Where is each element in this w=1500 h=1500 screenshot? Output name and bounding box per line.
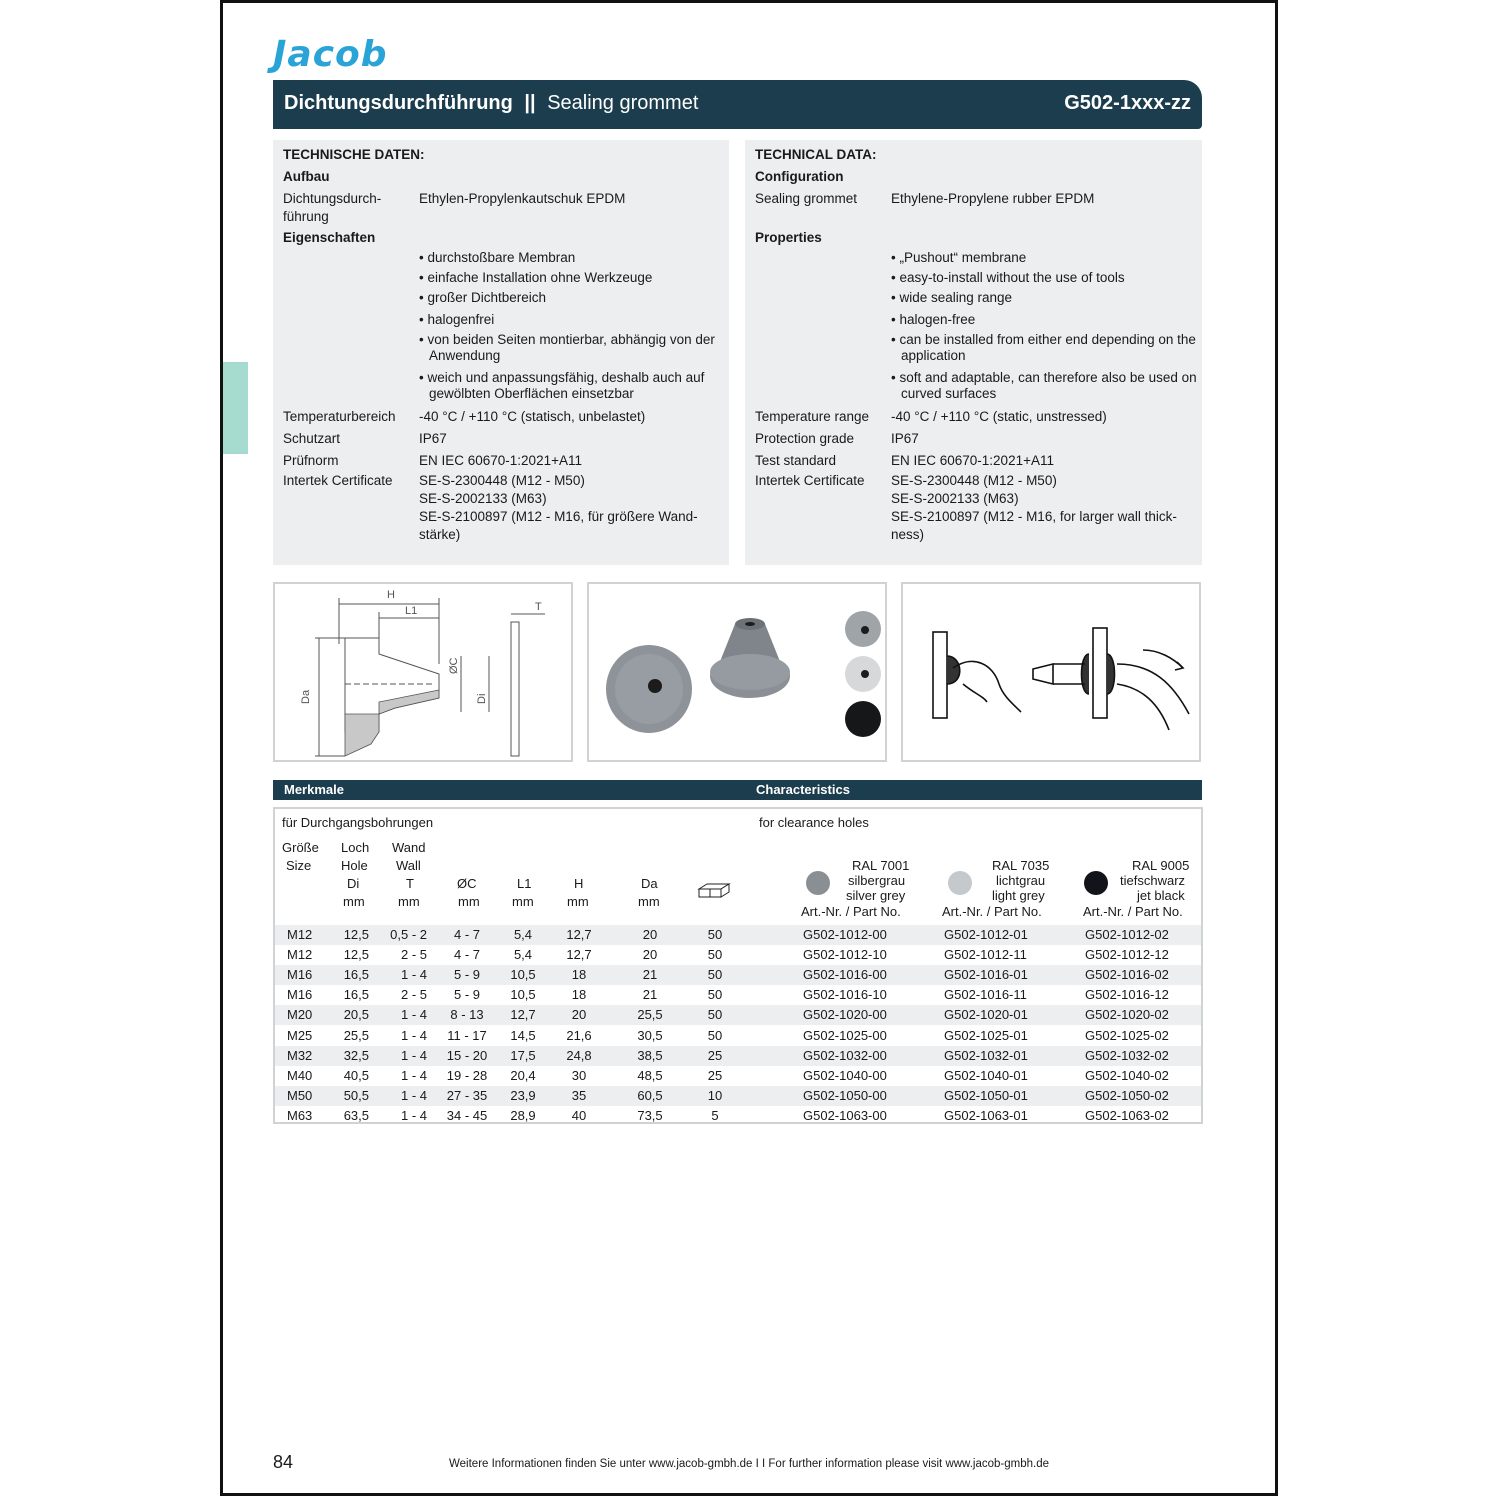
col-c: mm <box>458 894 480 909</box>
dimension-drawing <box>273 582 573 762</box>
table-cell: G502-1050-02 <box>1085 1087 1169 1103</box>
table-cell: 2 - 5 <box>400 947 427 963</box>
table-cell: 1 - 4 <box>400 967 427 983</box>
table-cell: 30 <box>571 1067 587 1083</box>
cert-line: SE-S-2100897 (M12 - M16, for larger wall thick- <box>891 509 1177 524</box>
table-cell: G502-1012-10 <box>803 947 887 963</box>
material-value: Ethylen-Propylenkautschuk EPDM <box>419 191 626 206</box>
table-row <box>275 1106 1201 1126</box>
table-row <box>275 945 1201 965</box>
col-h: mm <box>567 894 589 909</box>
cert-line: ness) <box>891 527 925 542</box>
col-wall: T <box>406 876 414 891</box>
title-de: Dichtungsdurchführung <box>284 92 513 114</box>
cert-line: SE-S-2002133 (M63) <box>891 491 1019 506</box>
config-heading: Aufbau <box>283 169 330 184</box>
property-bullet: • halogen-free <box>891 312 976 327</box>
label-t: T <box>535 601 542 613</box>
table-cell: 12,7 <box>566 947 592 963</box>
table-cell: 18 <box>571 987 587 1003</box>
col-wall: mm <box>398 894 420 909</box>
brand-logo: Jacob <box>273 34 388 75</box>
table-cell: 8 - 13 <box>450 1007 484 1023</box>
table-cell: 5 - 9 <box>453 987 480 1003</box>
table-cell: 35 <box>571 1087 587 1103</box>
table-cell: G502-1040-00 <box>803 1067 887 1083</box>
col-l1: mm <box>512 894 534 909</box>
cert-line: SE-S-2300448 (M12 - M50) <box>891 473 1057 488</box>
col-wall: Wall <box>396 858 421 873</box>
table-cell: 25 <box>707 1047 723 1063</box>
table-cell: 1 - 4 <box>400 1007 427 1023</box>
page-number: 84 <box>273 1452 294 1472</box>
table-cell: 21,6 <box>566 1027 592 1043</box>
table-cell: 40,5 <box>343 1067 369 1083</box>
product-photo-svg <box>589 584 885 760</box>
table-row <box>275 1066 1201 1086</box>
table-cell: 20 <box>642 927 658 942</box>
cert-line: stärke) <box>419 527 461 542</box>
characteristics-table <box>273 807 1203 1124</box>
section-de: Merkmale <box>284 782 344 797</box>
table-cell: 40 <box>571 1107 587 1123</box>
temp-value: -40 °C / +110 °C (statisch, unbelastet) <box>419 409 646 424</box>
table-cell: 50 <box>707 927 723 942</box>
table-cell: 25,5 <box>343 1027 369 1043</box>
properties-heading: Properties <box>755 230 822 245</box>
col-hole: Loch <box>341 840 370 855</box>
table-cell: 24,8 <box>566 1047 592 1063</box>
col-l1: L1 <box>517 876 532 891</box>
table-cell: G502-1025-02 <box>1085 1027 1169 1043</box>
silver-grey-swatch <box>806 871 830 895</box>
test-label: Prüfnorm <box>283 453 339 468</box>
label-c: ØC <box>448 657 460 674</box>
table-cell: G502-1012-11 <box>944 947 1027 963</box>
table-cell: 5 <box>711 1107 719 1123</box>
title-en: Sealing grommet <box>547 92 699 114</box>
table-cell: 20,4 <box>510 1067 536 1083</box>
table-cell: 18 <box>571 967 587 983</box>
table-row <box>275 1026 1201 1046</box>
material-label: Sealing grommet <box>755 191 858 206</box>
table-row <box>275 925 1201 945</box>
table-cell: G502-1063-01 <box>944 1107 1028 1123</box>
property-bullet: • großer Dichtbereich <box>419 290 547 305</box>
label-l1: L1 <box>405 605 418 617</box>
col-size: Größe <box>282 840 319 855</box>
table-cell: 12,5 <box>343 927 369 942</box>
table-cell: G502-1025-01 <box>944 1027 1028 1043</box>
table-row <box>275 1005 1201 1025</box>
color-ral: RAL 7001 <box>852 858 910 873</box>
color-en: silver grey <box>846 888 906 903</box>
light-grey-swatch <box>948 871 972 895</box>
table-cell: 4 - 7 <box>453 927 480 942</box>
col-hole: Hole <box>341 858 368 873</box>
installation-svg <box>903 584 1199 760</box>
table-cell: 4 - 7 <box>453 947 480 963</box>
table-cell: M32 <box>287 1047 313 1063</box>
property-bullet: • „Pushout“ membrane <box>891 250 1027 265</box>
table-cell: G502-1050-01 <box>944 1087 1028 1103</box>
material-label: Dichtungsdurch- führung <box>283 191 382 224</box>
table-cell: 60,5 <box>637 1087 663 1103</box>
cert-line: SE-S-2300448 (M12 - M50) <box>419 473 585 488</box>
table-cell: M40 <box>287 1067 313 1083</box>
table-cell: M16 <box>287 967 313 983</box>
table-cell: G502-1012-02 <box>1085 927 1169 942</box>
property-bullet: • wide sealing range <box>891 290 1013 305</box>
table-cell: G502-1025-00 <box>803 1027 887 1043</box>
color-de: silbergrau <box>848 873 906 888</box>
table-cell: M25 <box>287 1027 313 1043</box>
property-bullet: • von beiden Seiten montierbar, abhängig von der Anwendung <box>419 332 715 363</box>
col-h: H <box>574 876 584 891</box>
table-cell: 12,5 <box>343 947 369 963</box>
footer-note: Weitere Informationen finden Sie unter www.jacob-gmbh.de I I For further information please visit www.jacob-gmbh.de <box>449 1458 1049 1470</box>
table-cell: 50,5 <box>343 1087 369 1103</box>
table-cell: G502-1032-02 <box>1085 1047 1169 1063</box>
table-cell: 12,7 <box>566 927 592 942</box>
table-cell: 2 - 5 <box>400 987 427 1003</box>
test-value: EN IEC 60670-1:2021+A11 <box>419 453 582 468</box>
property-bullet: • halogenfrei <box>419 312 495 327</box>
table-cell: 30,5 <box>637 1027 663 1043</box>
table-cell: G502-1012-01 <box>944 927 1028 942</box>
tech-data-en <box>745 140 1202 565</box>
table-row <box>275 1086 1201 1106</box>
table-cell: G502-1032-00 <box>803 1047 887 1063</box>
properties-heading: Eigenschaften <box>283 230 376 245</box>
col-hole: mm <box>343 894 365 909</box>
table-cell: M16 <box>287 987 313 1003</box>
table-cell: 20 <box>571 1007 587 1023</box>
property-bullet: • durchstoßbare Membran <box>419 250 576 265</box>
table-cell: G502-1016-10 <box>803 987 887 1003</box>
table-cell: G502-1012-12 <box>1085 947 1169 963</box>
table-cell: G502-1016-01 <box>944 967 1028 983</box>
cert-line: SE-S-2002133 (M63) <box>419 491 547 506</box>
property-bullet: • easy-to-install without the use of tools <box>891 270 1125 285</box>
table-cell: 10,5 <box>510 987 536 1003</box>
config-heading: Configuration <box>755 169 844 184</box>
table-cell: 14,5 <box>510 1027 536 1043</box>
table-cell: 5,4 <box>513 927 533 942</box>
table-cell: G502-1016-02 <box>1085 967 1169 983</box>
cert-label: Intertek Certificate <box>755 473 865 488</box>
color-de: tiefschwarz <box>1120 873 1186 888</box>
table-cell: G502-1016-12 <box>1085 987 1169 1003</box>
tech-heading: TECHNISCHE DATEN: <box>283 147 425 162</box>
table-cell: 12,7 <box>510 1007 536 1023</box>
color-ral: RAL 7035 <box>992 858 1050 873</box>
table-cell: 5 - 9 <box>453 967 480 983</box>
color-en: light grey <box>992 888 1045 903</box>
part-number-title: G502-1xxx-zz <box>1064 92 1191 114</box>
table-cell: 0,5 - 2 <box>390 927 427 942</box>
table-cell: G502-1032-01 <box>944 1047 1028 1063</box>
table-cell: M12 <box>287 927 313 942</box>
protection-value: IP67 <box>419 431 447 446</box>
partno-label: Art.-Nr. / Part No. <box>1083 904 1183 919</box>
table-cell: 32,5 <box>343 1047 369 1063</box>
partno-label: Art.-Nr. / Part No. <box>942 904 1042 919</box>
title-separator: || <box>524 92 536 114</box>
table-cell: 16,5 <box>343 967 369 983</box>
table-cell: G502-1020-00 <box>803 1007 887 1023</box>
table-cell: 5,4 <box>513 947 533 963</box>
label-h: H <box>387 589 395 601</box>
property-bullet: • einfache Installation ohne Werkzeuge <box>419 270 653 285</box>
table-cell: 63,5 <box>343 1107 369 1123</box>
property-bullet: • can be installed from either end depending on the application <box>891 332 1196 363</box>
table-cell: G502-1050-00 <box>803 1087 887 1103</box>
table-cell: G502-1020-02 <box>1085 1007 1169 1023</box>
table-cell: 28,9 <box>510 1107 536 1123</box>
table-cell: 73,5 <box>637 1107 663 1123</box>
table-cell: 20,5 <box>343 1007 369 1023</box>
characteristics-bar <box>273 780 1202 800</box>
color-en: jet black <box>1137 888 1185 903</box>
col-wall: Wand <box>392 840 426 855</box>
partno-label: Art.-Nr. / Part No. <box>801 904 901 919</box>
table-cell: 27 - 35 <box>446 1087 488 1103</box>
table-cell: M12 <box>287 947 313 963</box>
material-value: Ethylene-Propylene rubber EPDM <box>891 191 1095 206</box>
table-row <box>275 1046 1201 1066</box>
note-en: for clearance holes <box>759 815 869 830</box>
table-cell: 10,5 <box>510 967 536 983</box>
cert-line: SE-S-2100897 (M12 - M16, für größere Wand- <box>419 509 698 524</box>
test-value: EN IEC 60670-1:2021+A11 <box>891 453 1054 468</box>
table-cell: 50 <box>707 987 723 1003</box>
table-cell: M50 <box>287 1087 313 1103</box>
table-cell: 20 <box>642 947 658 963</box>
jet-black-swatch <box>1084 871 1108 895</box>
col-size: Size <box>286 858 312 873</box>
table-cell: 1 - 4 <box>400 1087 427 1103</box>
table-cell: 50 <box>707 1007 723 1023</box>
property-bullet: • soft and adaptable, can therefore also be used on curved surfaces <box>891 370 1197 401</box>
table-cell: G502-1040-01 <box>944 1067 1028 1083</box>
table-cell: 25 <box>707 1067 723 1083</box>
col-hole: Di <box>347 876 360 891</box>
tech-heading: TECHNICAL DATA: <box>755 147 877 162</box>
col-da: Da <box>641 876 658 891</box>
property-bullet: • weich und anpassungsfähig, deshalb auch auf gewölbten Oberflächen einsetzbar <box>419 370 705 401</box>
table-cell: 21 <box>642 967 658 983</box>
table-cell: 1 - 4 <box>400 1027 427 1043</box>
table-cell: 21 <box>642 987 658 1003</box>
table-cell: 1 - 4 <box>400 1107 427 1123</box>
protection-label: Schutzart <box>283 431 341 446</box>
side-tab-marker <box>223 362 248 454</box>
color-ral: RAL 9005 <box>1132 858 1190 873</box>
table-cell: 25,5 <box>637 1007 663 1023</box>
label-da: Da <box>300 689 312 704</box>
table-cell: 15 - 20 <box>446 1047 488 1063</box>
color-de: lichtgrau <box>996 873 1046 888</box>
table-cell: 50 <box>707 947 723 963</box>
col-da: mm <box>638 894 660 909</box>
table-cell: G502-1063-00 <box>803 1107 887 1123</box>
tech-data-de <box>273 140 729 565</box>
table-cell: 10 <box>707 1087 723 1103</box>
temp-label: Temperature range <box>755 409 870 424</box>
table-cell: G502-1012-00 <box>803 927 887 942</box>
test-label: Test standard <box>755 453 837 468</box>
table-cell: 38,5 <box>637 1047 663 1063</box>
protection-value: IP67 <box>891 431 919 446</box>
table-cell: 19 - 28 <box>446 1067 488 1083</box>
title-left <box>284 92 698 115</box>
label-di: Di <box>476 693 488 704</box>
table-cell: M63 <box>287 1107 313 1123</box>
installation-illustration <box>901 582 1201 762</box>
protection-label: Protection grade <box>755 431 855 446</box>
table-cell: G502-1016-00 <box>803 967 887 983</box>
table-cell: G502-1063-02 <box>1085 1107 1169 1123</box>
package-icon <box>697 881 731 899</box>
table-cell: M20 <box>287 1007 313 1023</box>
table-cell: G502-1040-02 <box>1085 1067 1169 1083</box>
table-cell: 50 <box>707 967 723 983</box>
title-bar <box>273 80 1202 129</box>
table-cell: 16,5 <box>343 987 369 1003</box>
table-cell: G502-1016-11 <box>944 987 1027 1003</box>
table-cell: 17,5 <box>510 1047 536 1063</box>
cert-label: Intertek Certificate <box>283 473 393 488</box>
table-cell: 1 - 4 <box>400 1047 427 1063</box>
table-cell: 34 - 45 <box>446 1107 488 1123</box>
table-cell: G502-1020-01 <box>944 1007 1028 1023</box>
table-cell: 11 - 17 <box>447 1027 487 1043</box>
table-cell: 48,5 <box>637 1067 663 1083</box>
product-photo <box>587 582 887 762</box>
dimension-drawing-svg <box>275 584 571 760</box>
temp-value: -40 °C / +110 °C (static, unstressed) <box>891 409 1107 424</box>
table-row <box>275 965 1201 985</box>
section-en: Characteristics <box>756 782 850 797</box>
table-cell: 50 <box>707 1027 723 1043</box>
table-cell: 1 - 4 <box>400 1067 427 1083</box>
note-de: für Durchgangsbohrungen <box>282 815 434 830</box>
table-row <box>275 985 1201 1005</box>
col-c: ØC <box>457 876 477 891</box>
table-cell: 23,9 <box>510 1087 536 1103</box>
temp-label: Temperaturbereich <box>283 409 396 424</box>
